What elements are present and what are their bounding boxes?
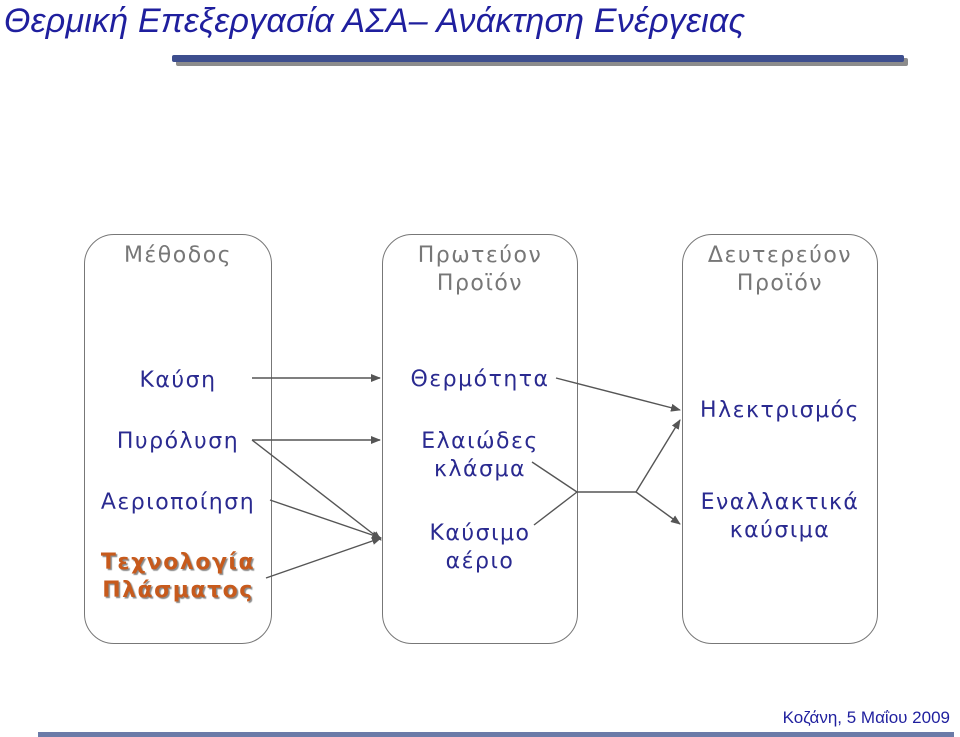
connector-gas — [534, 492, 577, 525]
oil-line1: Ελαιώδες — [421, 429, 539, 454]
arrow-plasma-to-gas — [266, 538, 381, 578]
secondary-electricity: Ηλεκτρισμός — [700, 398, 860, 423]
footer-bar — [38, 732, 954, 737]
arrow-junction-to-electricity — [636, 420, 680, 492]
arrow-heat-to-electricity — [556, 378, 680, 410]
primary-heat: Θερμότητα — [410, 367, 550, 392]
plasma-line2: Πλάσματος — [102, 578, 254, 603]
connector-oil — [532, 462, 577, 492]
method-gasification: Αεριοποίηση — [100, 490, 256, 515]
oil-line2: κλάσμα — [434, 457, 526, 482]
primary-product-header-line1: Πρωτεύον — [417, 243, 543, 268]
secondary-product-header-line2: Προϊόν — [736, 271, 824, 296]
method-pyrolysis: Πυρόλυση — [116, 429, 240, 454]
gas-line2: αέριο — [445, 549, 515, 574]
gas-line1: Καύσιμο — [429, 521, 531, 546]
arrow-junction-to-fuels — [636, 492, 680, 524]
fuels-line2: καύσιμα — [729, 518, 831, 543]
primary-product-header-line2: Προϊόν — [436, 271, 524, 296]
slide-footer: Κοζάνη, 5 Μαΐου 2009 — [782, 708, 950, 727]
secondary-product-header-line1: Δευτερεύον — [707, 243, 853, 268]
method-combustion: Καύση — [139, 368, 217, 393]
arrow-pyrolysis-to-gas — [252, 440, 381, 540]
arrow-gasification-to-gas — [270, 500, 381, 538]
slide-title: Θερμική Επεξεργασία ΑΣΑ– Ανάκτηση Ενέργειας — [4, 2, 746, 40]
method-header: Μέθοδος — [123, 243, 233, 268]
fuels-line1: Εναλλακτικά — [700, 490, 860, 515]
plasma-line1: Τεχνολογία — [100, 550, 256, 575]
